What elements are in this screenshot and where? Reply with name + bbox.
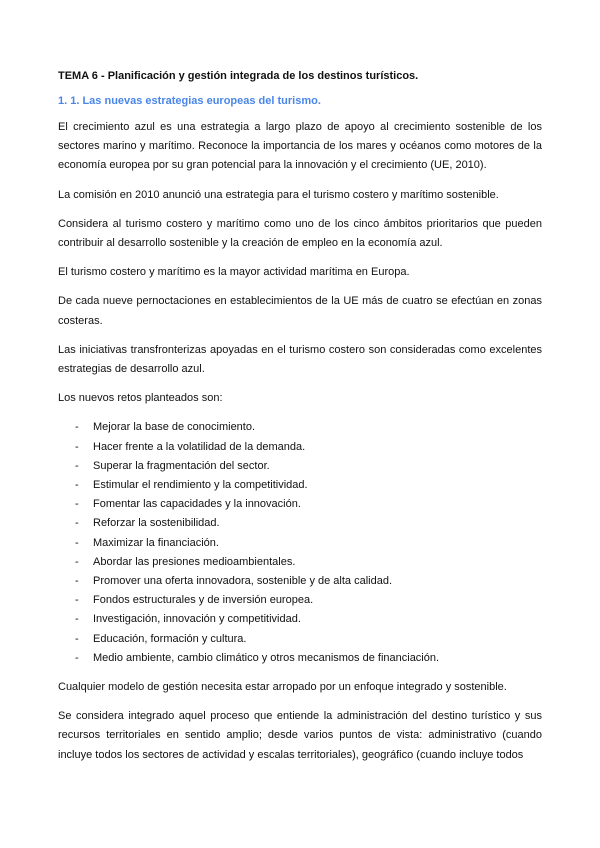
bullet-dash: - — [75, 459, 79, 472]
list-item-text: Mejorar la base de conocimiento. — [93, 421, 256, 434]
list-item — [58, 649, 542, 668]
list-item — [58, 610, 542, 629]
list-item — [58, 438, 542, 457]
document-title: TEMA 6 - Planificación y gestión integrada de los destinos turísticos. — [58, 70, 419, 82]
paragraph-crecimiento-azul: El crecimiento azul es una estrategia a largo plazo de apoyo al crecimiento sostenible de los sectores marino y marítimo. Reconoce la importancia de los mares y océanos como motores de la economía europea por su gran potencial para la innovación y el crecimiento (UE, 2010). — [58, 121, 542, 172]
list-item-text: Educación, formación y cultura. — [93, 632, 247, 645]
paragraph-proceso-integrado: Se considera integrado aquel proceso que entiende la administración del destino turístico y sus recursos territoriales en sentido amplio; desde varios puntos de vista: administrativo (cuando incluye todos los sectores de actividad y escalas territoriales), geográfico (cuando incluye todos — [58, 710, 542, 761]
bullet-dash: - — [75, 651, 79, 664]
paragraph-mayor-actividad: El turismo costero y marítimo es la mayor actividad marítima en Europa. — [58, 266, 410, 279]
paragraph-modelo-gestion: Cualquier modelo de gestión necesita estar arropado por un enfoque integrado y sostenible. — [58, 681, 507, 694]
bullet-dash: - — [75, 498, 79, 511]
bullet-dash: - — [75, 517, 79, 530]
bullet-dash: - — [75, 594, 79, 607]
bullet-dash: - — [75, 479, 79, 492]
list-item — [58, 630, 542, 649]
bullet-dash: - — [75, 575, 79, 588]
paragraph-pernoctaciones: De cada nueve pernoctaciones en establecimientos de la UE más de cuatro se efectúan en zonas costeras. — [58, 295, 542, 327]
list-item-text: Reforzar la sostenibilidad. — [93, 517, 220, 530]
paragraph-iniciativas-transfronterizas: Las iniciativas transfronterizas apoyadas en el turismo costero son consideradas como excelentes estrategias de desarrollo azul. — [58, 343, 542, 376]
list-item-text: Estimular el rendimiento y la competitividad. — [93, 479, 308, 492]
retos-list — [58, 418, 542, 668]
list-item — [58, 572, 542, 591]
bullet-dash: - — [75, 632, 79, 645]
bullet-dash: - — [75, 440, 79, 453]
bullet-dash: - — [75, 555, 79, 568]
bullet-dash: - — [75, 613, 79, 626]
list-item-text: Investigación, innovación y competitividad. — [93, 613, 301, 626]
list-item — [58, 514, 542, 533]
list-item — [58, 591, 542, 610]
list-item-text: Fomentar las capacidades y la innovación. — [93, 498, 301, 511]
bullet-dash: - — [75, 536, 79, 549]
list-item-text: Maximizar la financiación. — [93, 536, 219, 549]
paragraph-comision-2010: La comisión en 2010 anunció una estrategia para el turismo costero y marítimo sostenible. — [58, 188, 499, 201]
list-item-text: Medio ambiente, cambio climático y otros mecanismos de financiación. — [93, 651, 440, 664]
list-item-text: Fondos estructurales y de inversión europea. — [93, 594, 314, 607]
list-item — [58, 418, 542, 437]
list-item-text: Superar la fragmentación del sector. — [93, 459, 270, 472]
list-item — [58, 457, 542, 476]
list-item — [58, 553, 542, 572]
list-item-text: Promover una oferta innovadora, sostenible y de alta calidad. — [93, 575, 393, 588]
paragraph-nuevos-retos: Los nuevos retos planteados son: — [58, 392, 223, 405]
bullet-dash: - — [75, 421, 79, 434]
list-item-text: Hacer frente a la volatilidad de la demanda. — [93, 440, 306, 453]
list-item-text: Abordar las presiones medioambientales. — [93, 555, 296, 568]
list-item — [58, 534, 542, 553]
list-item — [58, 476, 542, 495]
paragraph-ambitos-prioritarios: Considera al turismo costero y marítimo como uno de los cinco ámbitos prioritarios que pueden contribuir al desarrollo sostenible y la creación de empleo en la economía azul. — [58, 217, 542, 250]
section-heading: 1. 1. Las nuevas estrategias europeas del turismo. — [58, 95, 321, 107]
list-item — [58, 495, 542, 514]
